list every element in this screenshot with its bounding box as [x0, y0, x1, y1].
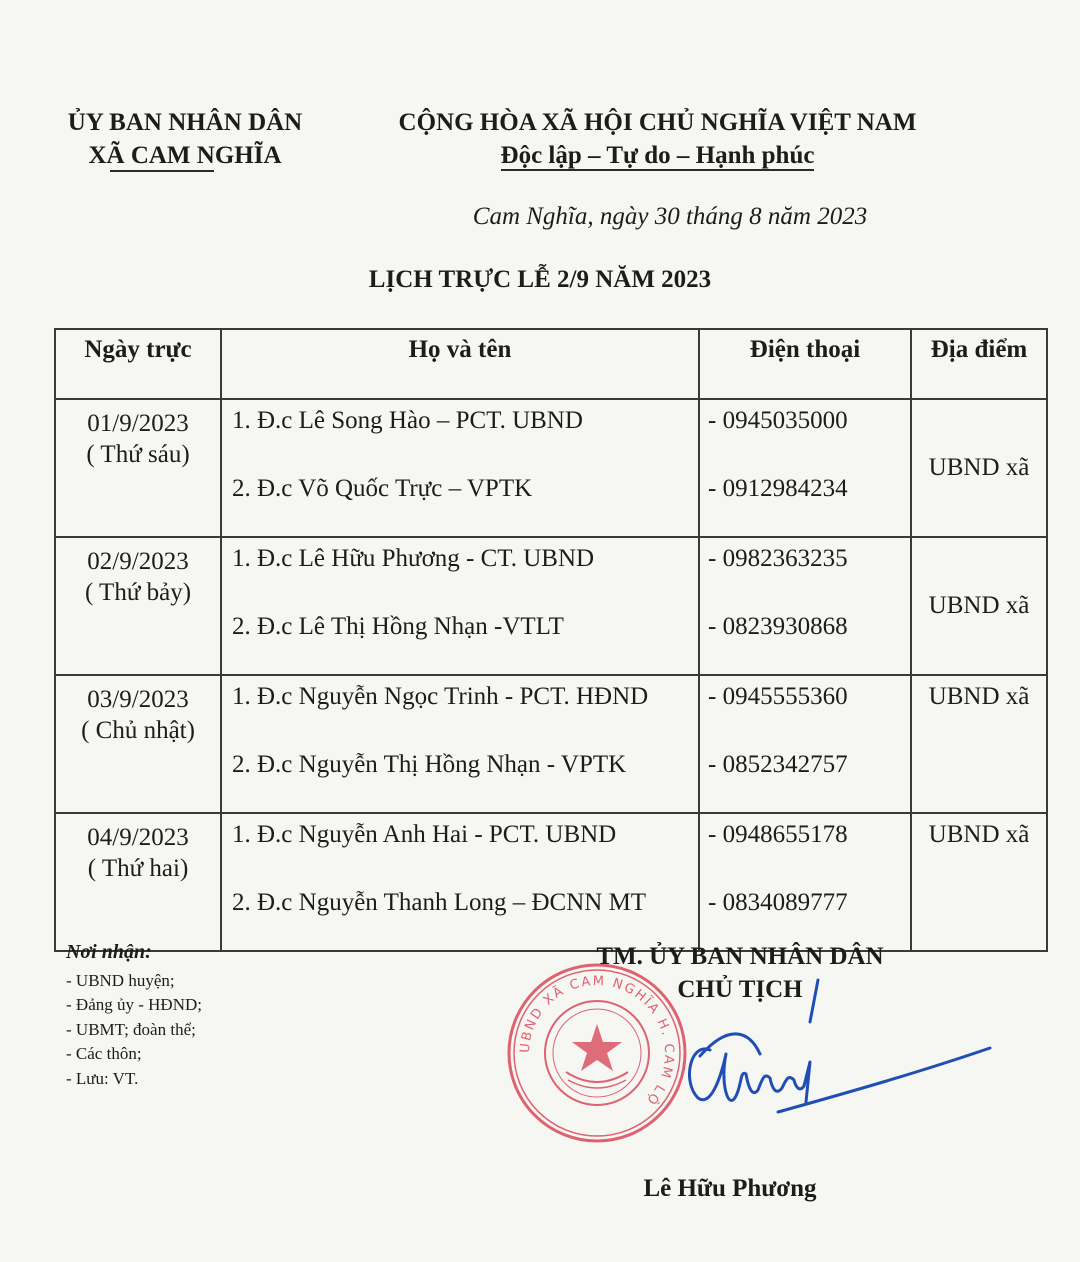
org-underline	[110, 170, 214, 172]
signer-name: Lê Hữu Phương	[643, 1175, 817, 1202]
recipients-title: Nơi nhận:	[66, 941, 152, 963]
duty-person: 1. Đ.c Nguyễn Ngọc Trinh - PCT. HĐND	[232, 683, 649, 710]
duty-weekday: ( Thứ sáu)	[86, 441, 190, 468]
motto-underline	[501, 169, 815, 171]
signature-title: TM. ỦY BAN NHÂN DÂN	[596, 943, 884, 970]
column-header-date: Ngày trực	[55, 329, 221, 399]
duty-date: 03/9/2023	[87, 686, 189, 713]
duty-phones-cell	[699, 675, 911, 813]
column-header-phone: Điện thoại	[699, 329, 911, 399]
nation-line-2	[501, 139, 815, 172]
duty-person: 2. Đ.c Võ Quốc Trực – VPTK	[232, 475, 533, 502]
table-header-row	[55, 329, 1047, 399]
duty-place-cell	[911, 537, 1047, 675]
phone-number: - 0945035000	[708, 407, 848, 434]
table-row	[55, 675, 1047, 813]
duty-weekday: ( Chủ nhật)	[81, 717, 195, 744]
column-header-name: Họ và tên	[221, 329, 699, 399]
phone-number: - 0912984234	[708, 475, 848, 502]
document-title: LỊCH TRỰC LỄ 2/9 NĂM 2023	[368, 266, 712, 293]
phone-number: - 0834089777	[708, 889, 848, 916]
phone-number: - 0823930868	[708, 613, 848, 640]
duty-names-cell	[221, 399, 699, 537]
duty-place: UBND xã	[928, 454, 1030, 481]
recipient-item: - Lưu: VT.	[66, 1068, 139, 1088]
duty-schedule-table	[54, 328, 1048, 952]
duty-place-cell	[911, 675, 1047, 813]
national-motto	[370, 106, 945, 172]
duty-place: UBND xã	[928, 683, 1030, 710]
duty-date: 04/9/2023	[87, 824, 189, 851]
duty-place: UBND xã	[928, 592, 1030, 619]
duty-date-cell	[55, 675, 221, 813]
recipient-item: - UBND huyện;	[66, 970, 175, 990]
recipient-item: - UBMT; đoàn thể;	[66, 1019, 196, 1039]
duty-person: 2. Đ.c Nguyễn Thị Hồng Nhạn - VPTK	[232, 751, 627, 778]
nation-line-1: CỘNG HÒA XÃ HỘI CHỦ NGHĨA VIỆT NAM	[398, 109, 917, 136]
handwritten-signature	[660, 962, 1000, 1132]
org-line-1: ỦY BAN NHÂN DÂN	[67, 109, 303, 136]
document-date: Cam Nghĩa, ngày 30 tháng 8 năm 2023	[472, 203, 868, 230]
duty-date-cell	[55, 399, 221, 537]
duty-names-cell	[221, 813, 699, 951]
duty-person: 2. Đ.c Nguyễn Thanh Long – ĐCNN MT	[232, 889, 647, 916]
org-line-2-text: XÃ CAM NGHĨA	[88, 142, 282, 169]
duty-names-cell	[221, 537, 699, 675]
recipient-item: - Các thôn;	[66, 1044, 142, 1063]
duty-date: 01/9/2023	[87, 410, 189, 437]
signature-position: CHỦ TỊCH	[677, 976, 803, 1003]
duty-weekday: ( Thứ bảy)	[84, 579, 192, 606]
table-row	[55, 399, 1047, 537]
phone-number: - 0852342757	[708, 751, 848, 778]
nation-line-2-text: Độc lập – Tự do – Hạnh phúc	[500, 142, 815, 169]
duty-person: 1. Đ.c Nguyễn Anh Hai - PCT. UBND	[232, 821, 617, 848]
duty-place-cell	[911, 399, 1047, 537]
phone-number: - 0948655178	[708, 821, 848, 848]
duty-person: 1. Đ.c Lê Hữu Phương - CT. UBND	[232, 545, 595, 572]
duty-weekday: ( Thứ hai)	[87, 855, 189, 882]
phone-number: - 0982363235	[708, 545, 848, 572]
phone-number: - 0945555360	[708, 683, 848, 710]
duty-place: UBND xã	[928, 821, 1030, 848]
duty-person: 1. Đ.c Lê Song Hào – PCT. UBND	[232, 407, 583, 434]
duty-date-cell	[55, 537, 221, 675]
duty-phones-cell	[699, 537, 911, 675]
seal-text: UBND XÃ CAM NGHĨA H. CAM LỘ	[517, 973, 677, 1109]
column-header-place: Địa điểm	[911, 329, 1047, 399]
table-row	[55, 537, 1047, 675]
recipients-list	[66, 940, 386, 1091]
duty-date-cell	[55, 813, 221, 951]
duty-phones-cell	[699, 813, 911, 951]
duty-date: 02/9/2023	[87, 548, 189, 575]
table-row	[55, 813, 1047, 951]
issuing-organization	[40, 106, 330, 172]
duty-names-cell	[221, 675, 699, 813]
duty-place-cell	[911, 813, 1047, 951]
duty-phones-cell	[699, 399, 911, 537]
org-line-2	[40, 139, 330, 172]
duty-person: 2. Đ.c Lê Thị Hồng Nhạn -VTLT	[232, 613, 564, 640]
recipient-item: - Đảng ủy - HĐND;	[66, 995, 202, 1014]
